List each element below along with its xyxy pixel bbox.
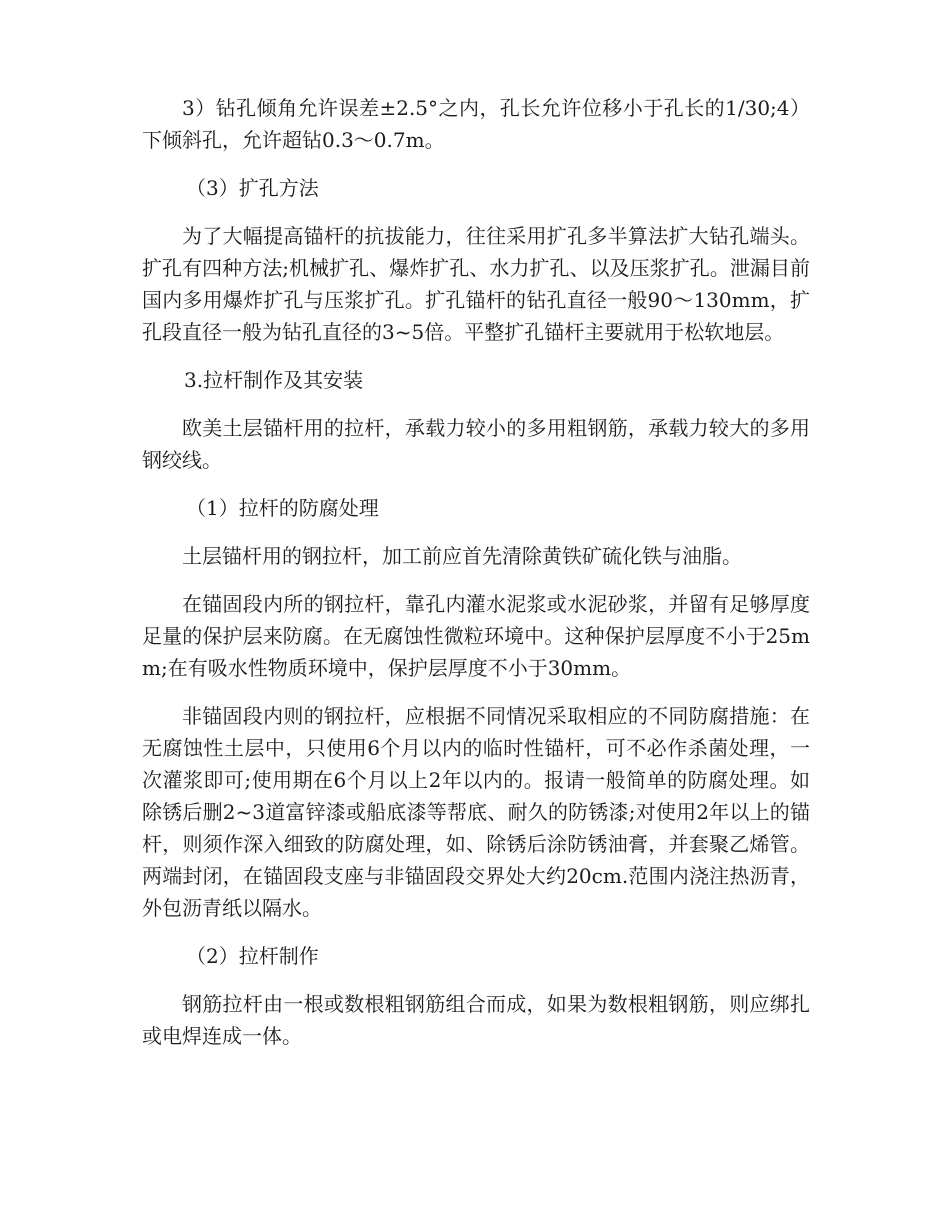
paragraph-reaming: 为了大幅提高锚杆的抗拔能力，往往采用扩孔多半算法扩大钻孔端头。扩孔有四种方法;机械扩孔、爆炸扩孔、水力扩孔、以及压浆扩孔。泄漏目前国内多用爆炸扩孔与压浆扩孔。扩孔锚杆的钻孔直径一般90～130mm，扩孔段直径一般为钻孔直径的3~5倍。平整扩孔锚杆主要就用于松软地层。 [142,224,810,344]
paragraph-cleaning: 土层锚杆用的钢拉杆，加工前应首先清除黄铁矿硫化铁与油脂。 [182,544,742,568]
heading-tie-rod-fabrication: （2）拉杆制作 [186,944,319,968]
paragraph-anchorage-section: 在锚固段内所的钢拉杆，靠孔内灌水泥浆或水泥砂浆，并留有足够厚度足量的保护层来防腐。在无腐蚀性微粒环境中。这种保护层厚度不小于25mm;在有吸水性物质环境中，保护层厚度不小于30mm。 [142,592,810,680]
paragraph-non-anchorage-section: 非锚固段内则的钢拉杆，应根据不同情况采取相应的不同防腐措施：在无腐蚀性土层中，只使用6个月以内的临时性锚杆，可不必作杀菌处理，一次灌浆即可;使用期在6个月以上2年以内的。报请一般简单的防腐处理。如除锈后删2~3道富锌漆或船底漆等帮底、耐久的防锈漆;对使用2年以上的锚杆，则须作深入细致的防腐处理，如、除锈后涂防锈油膏，并套聚乙烯管。两端封闭，在锚固段支座与非锚固段交界处大约20cm.范围内浇注热沥青，外包沥青纸以隔水。 [142,704,810,920]
heading-reaming-method: （3）扩孔方法 [186,176,319,200]
paragraph-tie-rod-types: 欧美土层锚杆用的拉杆，承载力较小的多用粗钢筋，承载力较大的多用钢绞线。 [142,416,810,472]
paragraph-drilling-tolerance: 3）钻孔倾角允许误差±2.5°之内，孔长允许位移小于孔长的1/30;4）下倾斜孔，允许超钻0.3～0.7m。 [142,96,810,152]
heading-tie-rod-fabrication-installation: 3.拉杆制作及其安装 [184,368,364,392]
heading-anticorrosion: （1）拉杆的防腐处理 [186,496,379,520]
document-page [142,92,810,1068]
paragraph-rebar-tie-rod: 钢筋拉杆由一根或数根粗钢筋组合而成，如果为数根粗钢筋，则应绑扎或电焊连成一体。 [142,992,810,1048]
